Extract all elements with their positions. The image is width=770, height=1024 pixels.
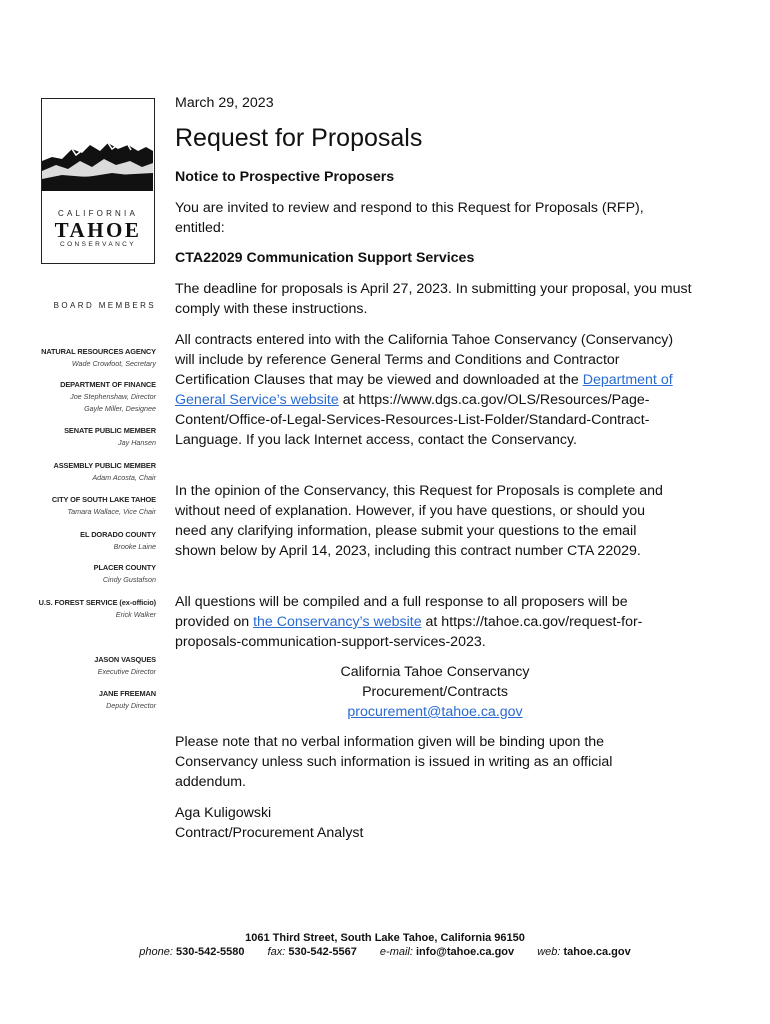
phone-label: phone: bbox=[139, 946, 173, 958]
contact-email bbox=[175, 702, 695, 722]
letter-subtitle: Notice to Prospective Proposers bbox=[175, 169, 395, 185]
member-person: Tamara Wallace, Vice Chair bbox=[67, 507, 156, 516]
member-agency: DEPARTMENT OF FINANCE bbox=[60, 380, 156, 389]
staff-title: Deputy Director bbox=[106, 701, 156, 710]
deadline-paragraph: The deadline for proposals is April 27, 2023. In submitting your proposal, you must comply with these instructions. bbox=[175, 281, 692, 317]
questions-paragraph bbox=[175, 592, 680, 652]
fax-value: 530-542-5567 bbox=[288, 946, 357, 958]
logo-line-california: CALIFORNIA bbox=[57, 209, 138, 218]
procurement-email-link[interactable]: procurement@tahoe.ca.gov bbox=[347, 704, 523, 720]
phone-value: 530-542-5580 bbox=[175, 946, 245, 958]
email-value[interactable]: info@tahoe.ca.gov bbox=[416, 946, 515, 958]
member-agency: U.S. FOREST SERVICE (ex-officio) bbox=[38, 598, 156, 607]
board-member bbox=[39, 597, 156, 621]
member-person: Brooke Laine bbox=[113, 542, 156, 551]
signer-name: Aga Kuligowski bbox=[175, 805, 272, 821]
board-member bbox=[80, 529, 156, 553]
contracts-text: All contracts entered into with the California Tahoe Conservancy (Conservancy) will include by reference General Terms and Conditions and Contractor Certification Clauses that may be viewed and downloaded at the bbox=[175, 332, 674, 388]
dgs-website-link[interactable]: Department of General Service’s website bbox=[175, 372, 673, 408]
board-member bbox=[41, 346, 156, 370]
contact-dept: Procurement/Contracts bbox=[362, 684, 508, 700]
member-agency: NATURAL RESOURCES AGENCY bbox=[41, 347, 156, 356]
member-person: Wade Crowfoot, Secretary bbox=[71, 359, 156, 368]
member-agency: SENATE PUBLIC MEMBER bbox=[64, 426, 156, 435]
member-person: Cindy Gustafson bbox=[102, 575, 156, 584]
staff-name: JANE FREEMAN bbox=[98, 689, 156, 698]
member-person: Erick Walker bbox=[115, 610, 156, 619]
contracts-text-after: at https://www.dgs.ca.gov/OLS/Resources/Page-Content/Office-of-Legal-Services-Resources-List-Folder/Standard-Contract-Language. If you lack Internet access, contact the Conservancy. bbox=[175, 392, 650, 448]
note-paragraph: Please note that no verbal information given will be binding upon the Conservancy unless such information is issued in writing as an official addendum. bbox=[175, 734, 613, 790]
opinion-paragraph: In the opinion of the Conservancy, this Request for Proposals is complete and without need of explanation. However, if you have questions, or should you need any clarifying information, please submit your questions to the email shown below by April 14, 2023, including this contract number CTA 22029. bbox=[175, 483, 663, 559]
logo-line-tahoe: TAHOE bbox=[54, 218, 142, 242]
member-person: Joe Stephenshaw, Director bbox=[70, 392, 156, 401]
rfp-name: CTA22029 Communication Support Services bbox=[175, 250, 475, 266]
board-member bbox=[60, 379, 156, 415]
staff-member bbox=[99, 688, 156, 712]
member-agency: ASSEMBLY PUBLIC MEMBER bbox=[53, 461, 156, 470]
board-member bbox=[94, 562, 156, 586]
footer-contact bbox=[0, 946, 770, 958]
web-value[interactable]: tahoe.ca.gov bbox=[563, 946, 631, 958]
member-agency: PLACER COUNTY bbox=[93, 563, 156, 572]
email-label: e-mail: bbox=[379, 946, 413, 958]
logo-line-conservancy: CONSERVANCY bbox=[59, 241, 136, 248]
web-label: web: bbox=[537, 946, 561, 958]
letter-date: March 29, 2023 bbox=[175, 95, 274, 111]
staff-name: JASON VASQUES bbox=[94, 655, 156, 664]
board-member bbox=[52, 494, 156, 518]
member-person: Jay Hansen bbox=[118, 438, 156, 447]
member-person: Gayle Miller, Designee bbox=[84, 404, 156, 413]
conservancy-logo bbox=[41, 98, 155, 264]
member-agency: CITY OF SOUTH LAKE TAHOE bbox=[51, 495, 156, 504]
footer-address: 1061 Third Street, South Lake Tahoe, California 96150 bbox=[245, 932, 525, 944]
fax-label: fax: bbox=[267, 946, 286, 958]
member-agency: EL DORADO COUNTY bbox=[80, 530, 156, 539]
signer-title: Contract/Procurement Analyst bbox=[175, 825, 364, 841]
staff-member bbox=[94, 654, 156, 678]
page-title: Request for Proposals bbox=[175, 124, 423, 152]
board-member bbox=[53, 460, 156, 484]
member-person: Adam Acosta, Chair bbox=[92, 473, 156, 482]
contact-org: California Tahoe Conservancy bbox=[340, 664, 530, 680]
questions-text-after: at https://tahoe.ca.gov/request-for-proposals-communication-support-services-2023. bbox=[175, 614, 643, 650]
contracts-paragraph bbox=[175, 330, 685, 450]
intro-paragraph: You are invited to review and respond to this Request for Proposals (RFP), entitled: bbox=[175, 200, 644, 236]
board-member bbox=[64, 425, 156, 449]
conservancy-website-link[interactable]: the Conservancy’s website bbox=[253, 614, 422, 630]
questions-text: All questions will be compiled and a full response to all proposers will be provided on bbox=[175, 594, 628, 630]
board-members-heading: BOARD MEMBERS bbox=[53, 301, 156, 310]
staff-title: Executive Director bbox=[97, 667, 156, 676]
